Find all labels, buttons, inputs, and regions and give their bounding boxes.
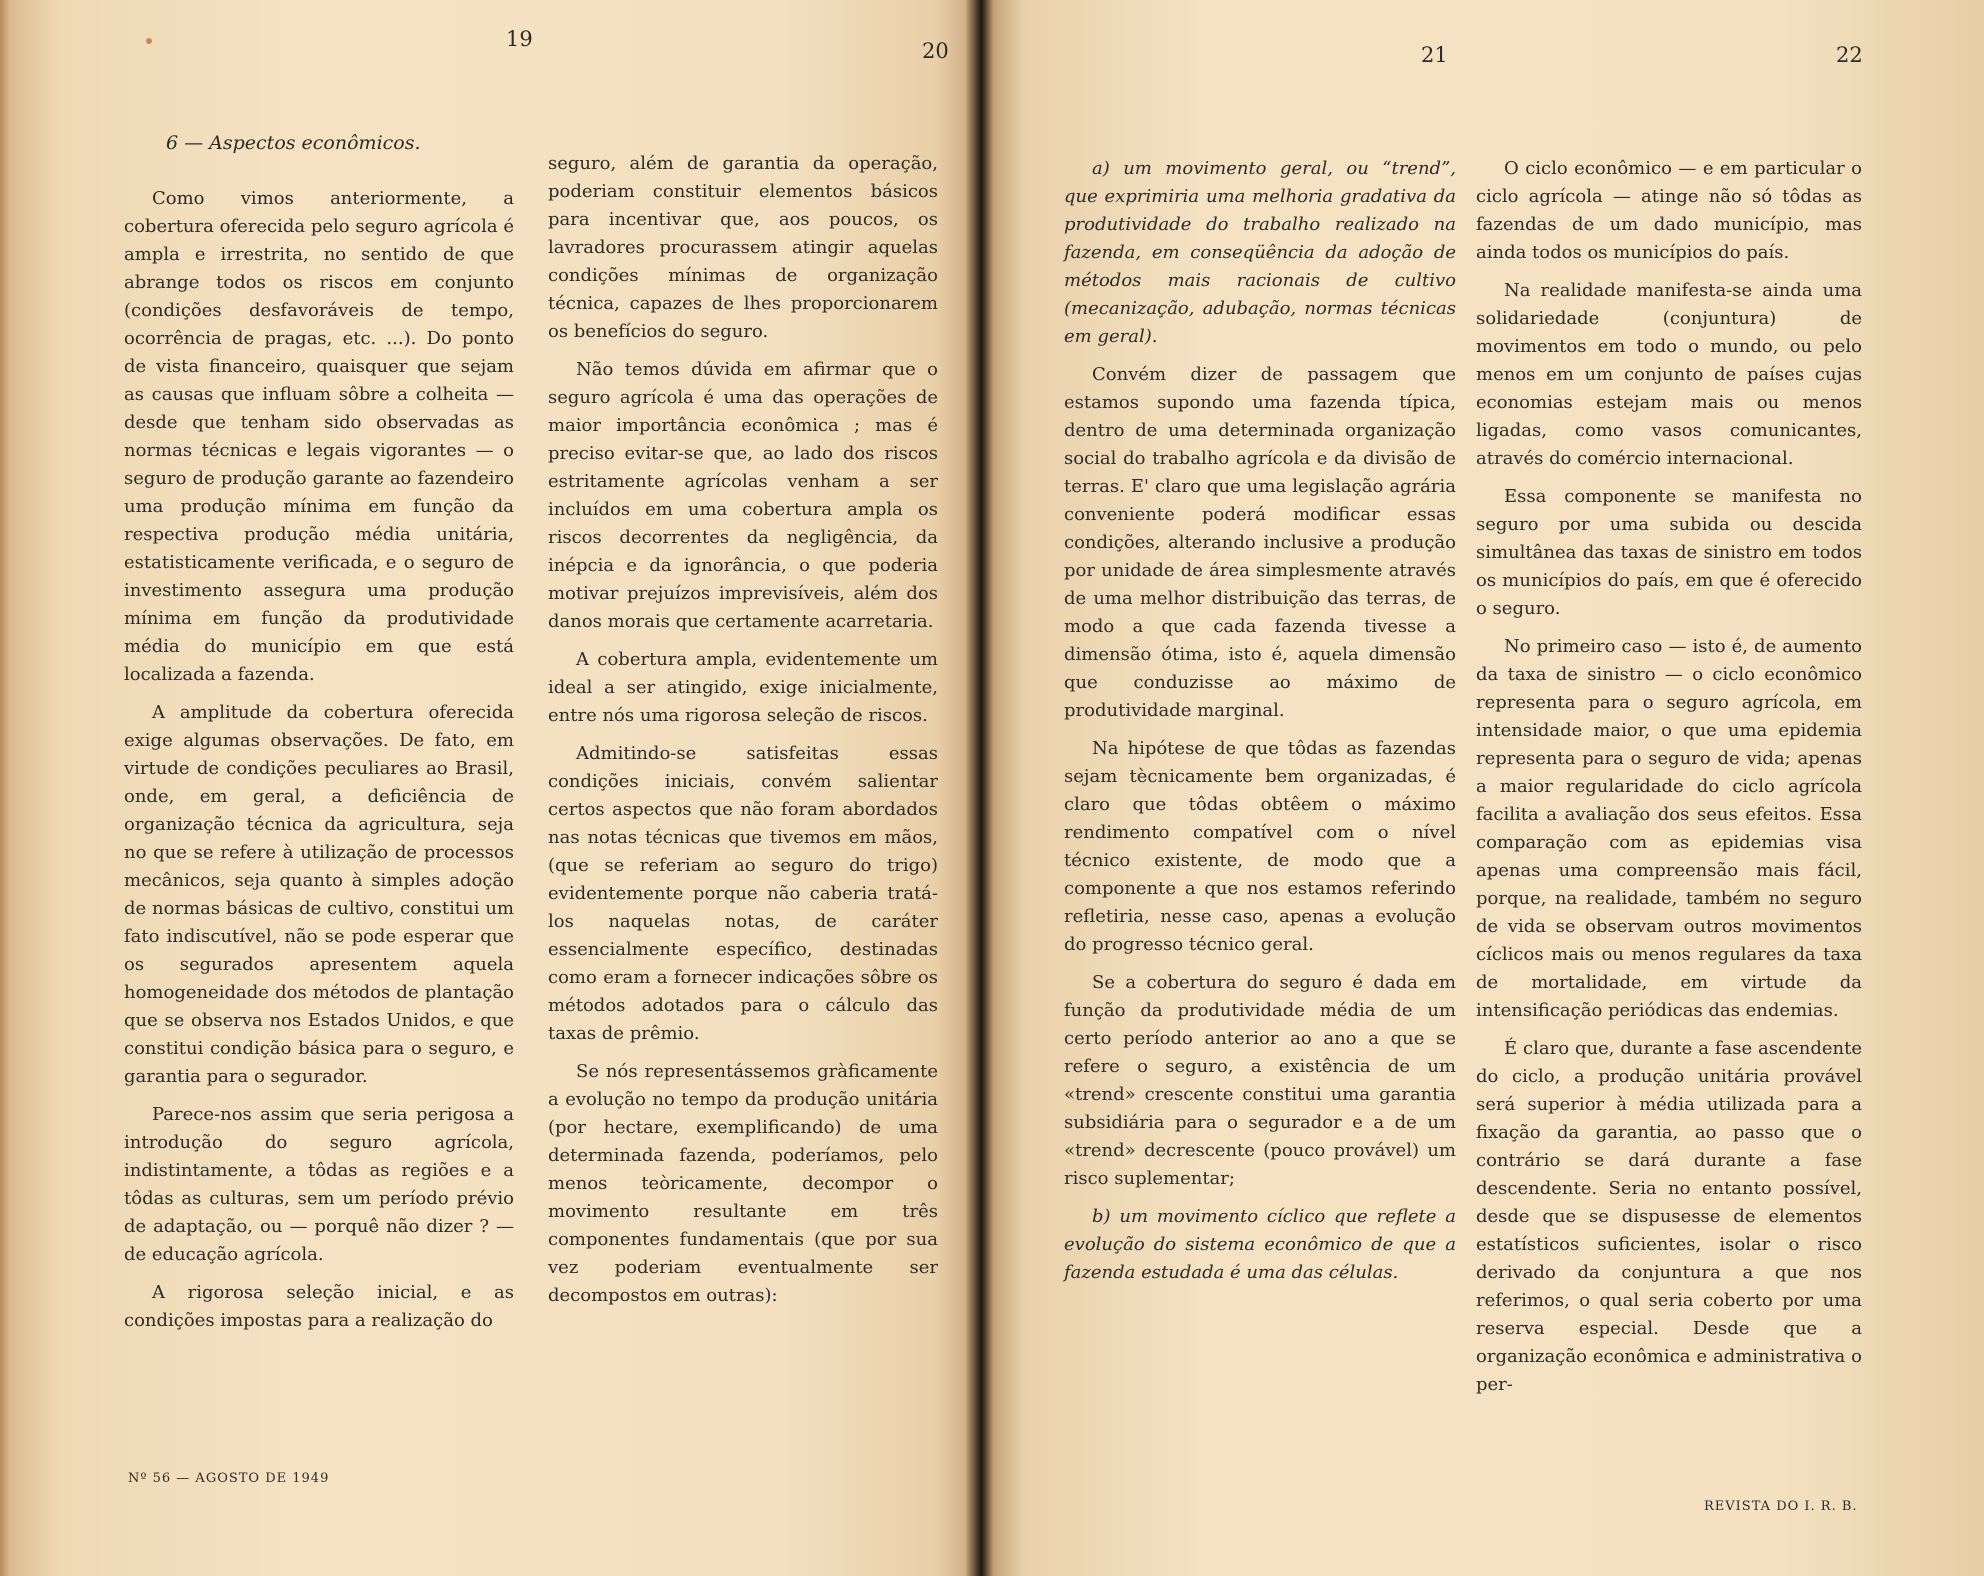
- page-footer: REVISTA DO I. R. B.: [1704, 1499, 1858, 1514]
- paragraph: A rigorosa seleção inicial, e as condições impostas para a realização do: [124, 1282, 514, 1331]
- list-item-a: [1064, 155, 1456, 351]
- page-number-19: 19: [506, 27, 533, 51]
- page-number-20: 20: [922, 39, 949, 63]
- paragraph: Se nós representássemos gràficamente a evolução no tempo da produção unitária (por hectare, exemplificando) de uma determinada fazenda, poderíamos, pelo menos teòricamente, decompor o movimento resultante em três componentes fundamentais (que por sua vez poderiam eventualmente ser decompostos em outras):: [548, 1061, 938, 1306]
- page-edge-shadow: [0, 0, 10, 1576]
- paragraph: A cobertura ampla, evidentemente um ideal a ser atingido, exige inicialmente, entre nós uma rigorosa seleção de riscos.: [548, 649, 938, 726]
- paragraph: seguro, além de garantia da operação, poderiam constituir elementos básicos para incentivar que, aos poucos, os lavradores procurassem atingir aquelas condições mínimas de organização técnica, capazes de lhes proporcionarem os benefícios do seguro.: [548, 153, 938, 342]
- paragraph-text: a) um movimento geral, ou “trend”, que exprimiria uma melhoria gradativa da produtividade do trabalho realizado na fazenda, em conseqüência da adoção de métodos mais racionais de cultivo (mecanização, adubação, normas técnicas em geral).: [1064, 158, 1456, 347]
- paragraph: Convém dizer de passagem que estamos supondo uma fazenda típica, dentro de uma determinada organização social do trabalho agrícola e da divisão de terras. E' claro que uma legislação agrária conveniente poderá modificar essas condições, alterando inclusive a produção por unidade de área simplesmente através de uma melhor distribuição das terras, de modo a que cada fazenda tivesse a dimensão ótima, isto é, aquela dimensão que conduzisse ao máximo de produtividade marginal.: [1064, 364, 1456, 721]
- paragraph: Não temos dúvida em afirmar que o seguro agrícola é uma das operações de maior importância econômica ; mas é preciso evitar-se que, ao lado dos riscos estritamente agrícolas venham a ser incluídos em uma cobertura ampla os riscos decorrentes da negligência, da inépcia e da ignorância, o que poderia motivar prejuízos imprevisíveis, além dos danos morais que certamente acarretaria.: [548, 359, 938, 632]
- text-column-2: [548, 150, 938, 1320]
- right-page: [984, 0, 1984, 1576]
- paragraph: A amplitude da cobertura oferecida exige algumas observações. De fato, em virtude de condições peculiares ao Brasil, onde, em geral, a deficiência de organização técnica da agricultura, seja no que se refere à utilização de processos mecânicos, seja quanto à simples adoção de normas básicas de cultivo, constitui um fato indiscutível, não se pode esperar que os segurados apresentem aquela homogeneidade dos métodos de plantação que se observa nos Estados Unidos, e que constitui condição básica para o seguro, e garantia para o segurador.: [124, 702, 514, 1087]
- text-column-1: [124, 185, 514, 1345]
- paragraph: Admitindo-se satisfeitas essas condições iniciais, convém salientar certos aspectos que não foram abordados nas notas técnicas que tivemos em mãos, (que se referiam ao seguro do trigo) evidentemente porque não caberia tratá-los naquelas notas, de caráter essencialmente específico, destinadas como eram a fornecer indicações sôbre os métodos adotados para o cálculo das taxas de prêmio.: [548, 743, 938, 1044]
- paragraph: O ciclo econômico — e em particular o ciclo agrícola — atinge não só tôdas as fazendas de um dado município, mas ainda todos os municípios do país.: [1476, 158, 1862, 263]
- paragraph-text: b) um movimento cíclico que reflete a evolução do sistema econômico de que a fazenda estudada é uma das células.: [1064, 1206, 1456, 1283]
- paragraph: Na realidade manifesta-se ainda uma solidariedade (conjuntura) de movimentos em todo o mundo, ou pelo menos em um conjunto de países cujas economias estejam mais ou menos ligadas, como vasos comunicantes, através do comércio internacional.: [1476, 280, 1862, 469]
- paragraph: Na hipótese de que tôdas as fazendas sejam tècnicamente bem organizadas, é claro que tôdas obtêem o máximo rendimento compatível com o nível técnico existente, de modo que a componente a que nos estamos referindo refletiria, nesse caso, apenas a evolução do progresso técnico geral.: [1064, 738, 1456, 955]
- page-number-22: 22: [1836, 43, 1863, 67]
- paragraph: No primeiro caso — isto é, de aumento da taxa de sinistro — o ciclo econômico representa para o seguro agrícola, em intensidade maior, o que uma epidemia representa para o seguro de vida; apenas a maior regularidade do ciclo agrícola facilita a avaliação dos seus efeitos. Essa comparação com as epidemias visa apenas uma compreensão mais fácil, porque, na realidade, também no seguro de vida se observam outros movimentos cíclicos mais ou menos regulares da taxa de mortalidade, em virtude da intensificação periódicas das endemias.: [1476, 636, 1862, 1021]
- page-footer: Nº 56 — AGOSTO DE 1949: [128, 1471, 330, 1486]
- text-column-3: [1064, 155, 1456, 1297]
- text-column-4: [1476, 155, 1862, 1409]
- left-page: [0, 0, 976, 1576]
- paragraph: Se a cobertura do seguro é dada em função da produtividade média de um certo período anterior ao ano a que se refere o seguro, a existência de um «trend» crescente constitui uma garantia subsidiária para o segurador e a de um «trend» decrescente (pouco provável) um risco suplementar;: [1064, 972, 1456, 1189]
- page-number-21: 21: [1421, 43, 1448, 67]
- book-gutter: [966, 0, 994, 1576]
- paragraph: Essa componente se manifesta no seguro por uma subida ou descida simultânea das taxas de sinistro em todos os municípios do país, em que é oferecido o seguro.: [1476, 486, 1862, 619]
- list-item-b: [1064, 1203, 1456, 1287]
- paragraph: Como vimos anteriormente, a cobertura oferecida pelo seguro agrícola é ampla e irrestrita, no sentido de que abrange todos os riscos em conjunto (condições desfavoráveis de tempo, ocorrência de pragas, etc. ...). Do ponto de vista financeiro, quaisquer que sejam as causas que influam sôbre a colheita — desde que tenham sido observadas as normas técnicas e legais vigorantes — o seguro de produção garante ao fazendeiro uma produção mínima em função da respectiva produção média unitária, estatisticamente verificada, e o seguro de investimento assegura uma produção mínima em função da produtividade média do município em que está localizada a fazenda.: [124, 188, 514, 685]
- paragraph: Parece-nos assim que seria perigosa a introdução do seguro agrícola, indistintamente, a tôdas as regiões e a tôdas as culturas, sem um período prévio de adaptação, ou — porquê não dizer ? — de educação agrícola.: [124, 1104, 514, 1265]
- section-heading-text: 6 — Aspectos econômicos.: [166, 132, 421, 154]
- ink-speck: [146, 38, 152, 44]
- section-heading: [166, 130, 421, 156]
- paragraph: É claro que, durante a fase ascendente do ciclo, a produção unitária provável será superior à média utilizada para a fixação da garantia, ao passo que o contrário se dará durante a fase descendente. Seria no entanto possível, desde que se dispusesse de elementos estatísticos suficientes, isolar o risco derivado da conjuntura a que nos referimos, o qual seria coberto por uma reserva especial. Desde que a organização econômica e administrativa o per-: [1476, 1038, 1862, 1395]
